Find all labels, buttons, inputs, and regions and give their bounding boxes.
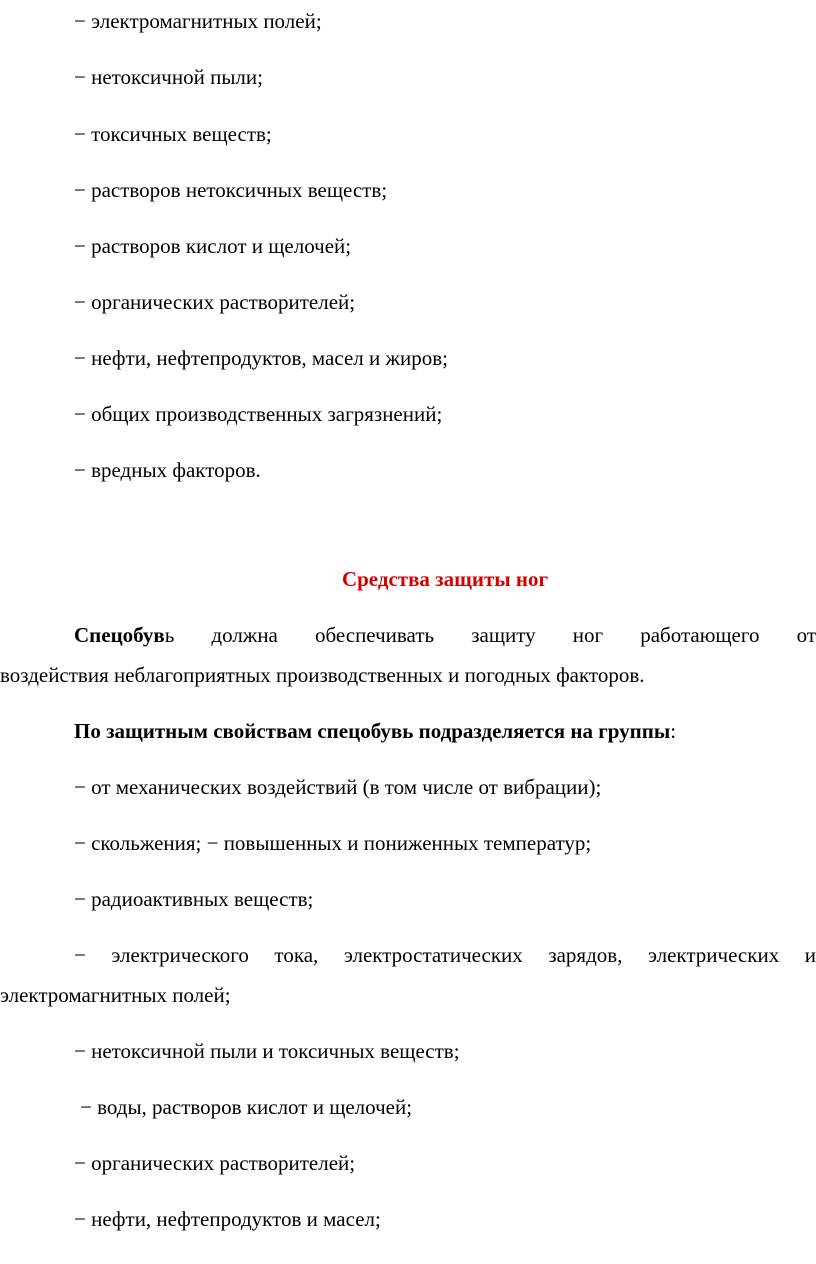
groups-bold: По защитным свойствам спецобувь подразделяется на группы <box>74 719 671 743</box>
word: должна <box>211 623 278 647</box>
list-item <box>74 942 816 968</box>
list-item: − скольжения; − повышенных и пониженных температур; <box>74 831 592 855</box>
list-item: − нефти, нефтепродуктов и масел; <box>74 1207 381 1231</box>
list-item: − воды, растворов кислот и щелочей; <box>80 1095 413 1119</box>
list-item: − растворов кислот и щелочей; <box>74 234 352 258</box>
word: и <box>804 943 816 967</box>
word: электростатических <box>343 943 523 967</box>
list-item: − радиоактивных веществ; <box>74 887 314 911</box>
word: обеспечивать <box>315 623 435 647</box>
section-heading: Средства защиты ног <box>341 567 549 591</box>
list-item: − токсичных веществ; <box>74 122 272 146</box>
word: зарядов, <box>548 943 623 967</box>
list-item: − вредных факторов. <box>74 458 261 482</box>
paragraph-lead <box>74 622 174 648</box>
word: электрических <box>648 943 780 967</box>
paragraph-line: воздействия неблагоприятных производственных и погодных факторов. <box>0 663 645 687</box>
word: работающего <box>640 623 760 647</box>
bold-term: Спецобув <box>74 623 165 647</box>
list-item: − органических растворителей; <box>74 1151 356 1175</box>
paragraph-line <box>74 622 816 648</box>
list-item: − нетоксичной пыли и токсичных веществ; <box>74 1039 460 1063</box>
groups-colon: : <box>670 719 677 743</box>
groups-intro <box>0 718 816 744</box>
list-item-continuation: электромагнитных полей; <box>0 983 231 1007</box>
list-item: − нефти, нефтепродуктов, масел и жиров; <box>74 346 448 370</box>
word: защиту <box>471 623 536 647</box>
list-item: − нетоксичной пыли; <box>74 65 263 89</box>
word: тока, <box>274 943 319 967</box>
list-item: − от механических воздействий (в том числе от вибрации); <box>74 775 602 799</box>
word: − <box>74 943 86 967</box>
list-item: − электромагнитных полей; <box>74 9 322 33</box>
word: от <box>796 623 816 647</box>
list-item: − органических растворителей; <box>74 290 356 314</box>
bold-term-tail: ь <box>164 623 175 647</box>
word: ног <box>572 623 604 647</box>
word: электрического <box>111 943 249 967</box>
list-item: − растворов нетоксичных веществ; <box>74 178 388 202</box>
list-item: − общих производственных загрязнений; <box>74 402 443 426</box>
